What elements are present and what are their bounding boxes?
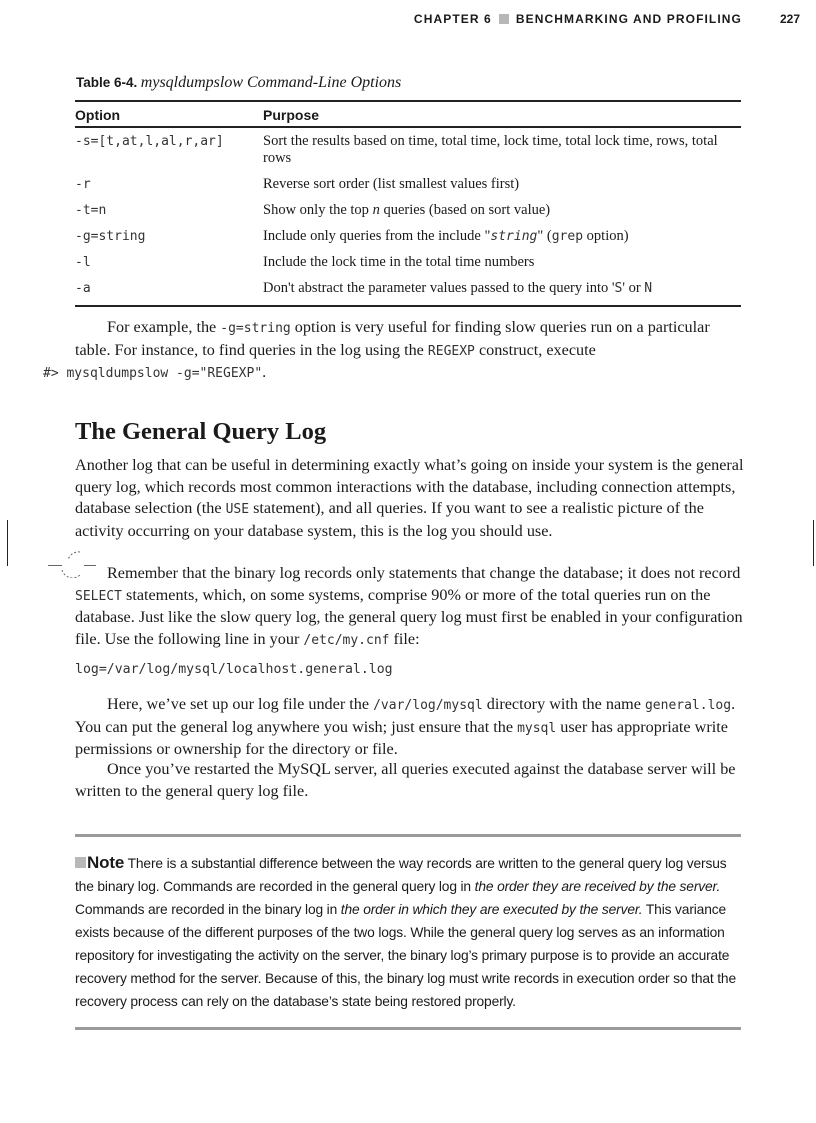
- running-head: [0, 12, 816, 32]
- purpose-cell: Sort the results based on time, total time, lock time, total lock time, rows, total rows: [263, 133, 718, 166]
- config-line: log=/var/log/mysql/localhost.general.log: [75, 662, 393, 677]
- option-cell: -r: [75, 177, 91, 192]
- example-paragraph: For example, the -g=string option is very useful for finding slow queries run on a particular table. For instance, to find queries in the log using the REGEXP construct, execute #> mysqldumpslow -g="REGEXP".: [43, 318, 710, 381]
- general-log-paragraph: Another log that can be useful in determining exactly what’s going on inside your system is the general query log, which records most common interactions with the database, including connection attempts, database selection (the USE statement), and all queries. If you want to see a realistic picture of the activity occurring on your database system, this is the log you should use.: [75, 456, 744, 540]
- option-cell: -s=[t,at,l,al,r,ar]: [75, 134, 224, 149]
- purpose-cell: Include the lock time in the total time numbers: [263, 254, 535, 270]
- purpose-cell: Include only queries from the include "string" (grep option): [263, 228, 629, 244]
- note-box: Note There is a substantial difference between the way records are written to the general query log versus the binary log. Commands are recorded in the general query log in the order they are received by the server. Commands are recorded in the binary log in the order in which they are executed by the server. This variance exists because of the different purposes of the two logs. While the general query log serves as an information repository for investigating the activity on the server, the binary log’s primary purpose is to provide an accurate recovery method for the server. Because of this, the binary log must write records in execution order so that the recovery process can rely on the database’s state being restored properly.: [75, 853, 736, 1009]
- table-row: [75, 171, 741, 197]
- note-top-rule: [75, 834, 741, 837]
- table-row: [75, 275, 741, 306]
- chapter-title: CHAPTER 6 BENCHMARKING AND PROFILING: [413, 12, 742, 26]
- table-row: [75, 197, 741, 223]
- crop-mark-right: [813, 520, 814, 566]
- options-table: [75, 100, 741, 307]
- option-cell: -t=n: [75, 203, 107, 218]
- option-cell: -g=string: [75, 229, 146, 244]
- purpose-cell: Reverse sort order (list smallest values first): [263, 176, 520, 192]
- table-caption: [76, 74, 401, 92]
- here-paragraph: Here, we’ve set up our log file under the /var/log/mysql directory with the name general.log. You can put the general log anywhere you wish; just ensure that the mysql user has appropriate write permissions or ownership for the directory or file.: [75, 695, 736, 758]
- note-label: Note: [87, 853, 125, 872]
- square-bullet-icon: [499, 14, 509, 24]
- header-option: Option: [75, 107, 121, 123]
- header-purpose: Purpose: [263, 107, 320, 123]
- remember-paragraph: Remember that the binary log records only statements that change the database; it does not record SELECT statements, which, on some systems, comprise 90% or more of the total queries run on the database. Just like the slow query log, the general query log must first be enabled in your configuration file. Use the following line in your /etc/my.cnf file:: [75, 564, 743, 648]
- option-cell: -l: [75, 255, 91, 270]
- registration-mark-icon: [60, 548, 86, 578]
- purpose-cell: Show only the top n queries (based on sort value): [263, 202, 551, 218]
- table-row: [75, 249, 741, 275]
- once-paragraph: Once you’ve restarted the MySQL server, all queries executed against the database server will be written to the general query log file.: [75, 760, 736, 800]
- table-row: [75, 127, 741, 171]
- purpose-cell: Don't abstract the parameter values passed to the query into 'S' or N: [263, 280, 653, 296]
- note-bottom-rule: [75, 1027, 741, 1030]
- crop-mark-left: [7, 520, 8, 566]
- section-heading: The General Query Log: [75, 418, 327, 445]
- table-row: [75, 223, 741, 249]
- option-cell: -a: [75, 281, 91, 296]
- table-header-row: [75, 101, 741, 127]
- page-number: 227: [779, 12, 800, 26]
- table-label: Table 6-4.: [76, 75, 138, 90]
- table-title: mysqldumpslow Command-Line Options: [140, 74, 402, 91]
- note-square-icon: [75, 857, 86, 868]
